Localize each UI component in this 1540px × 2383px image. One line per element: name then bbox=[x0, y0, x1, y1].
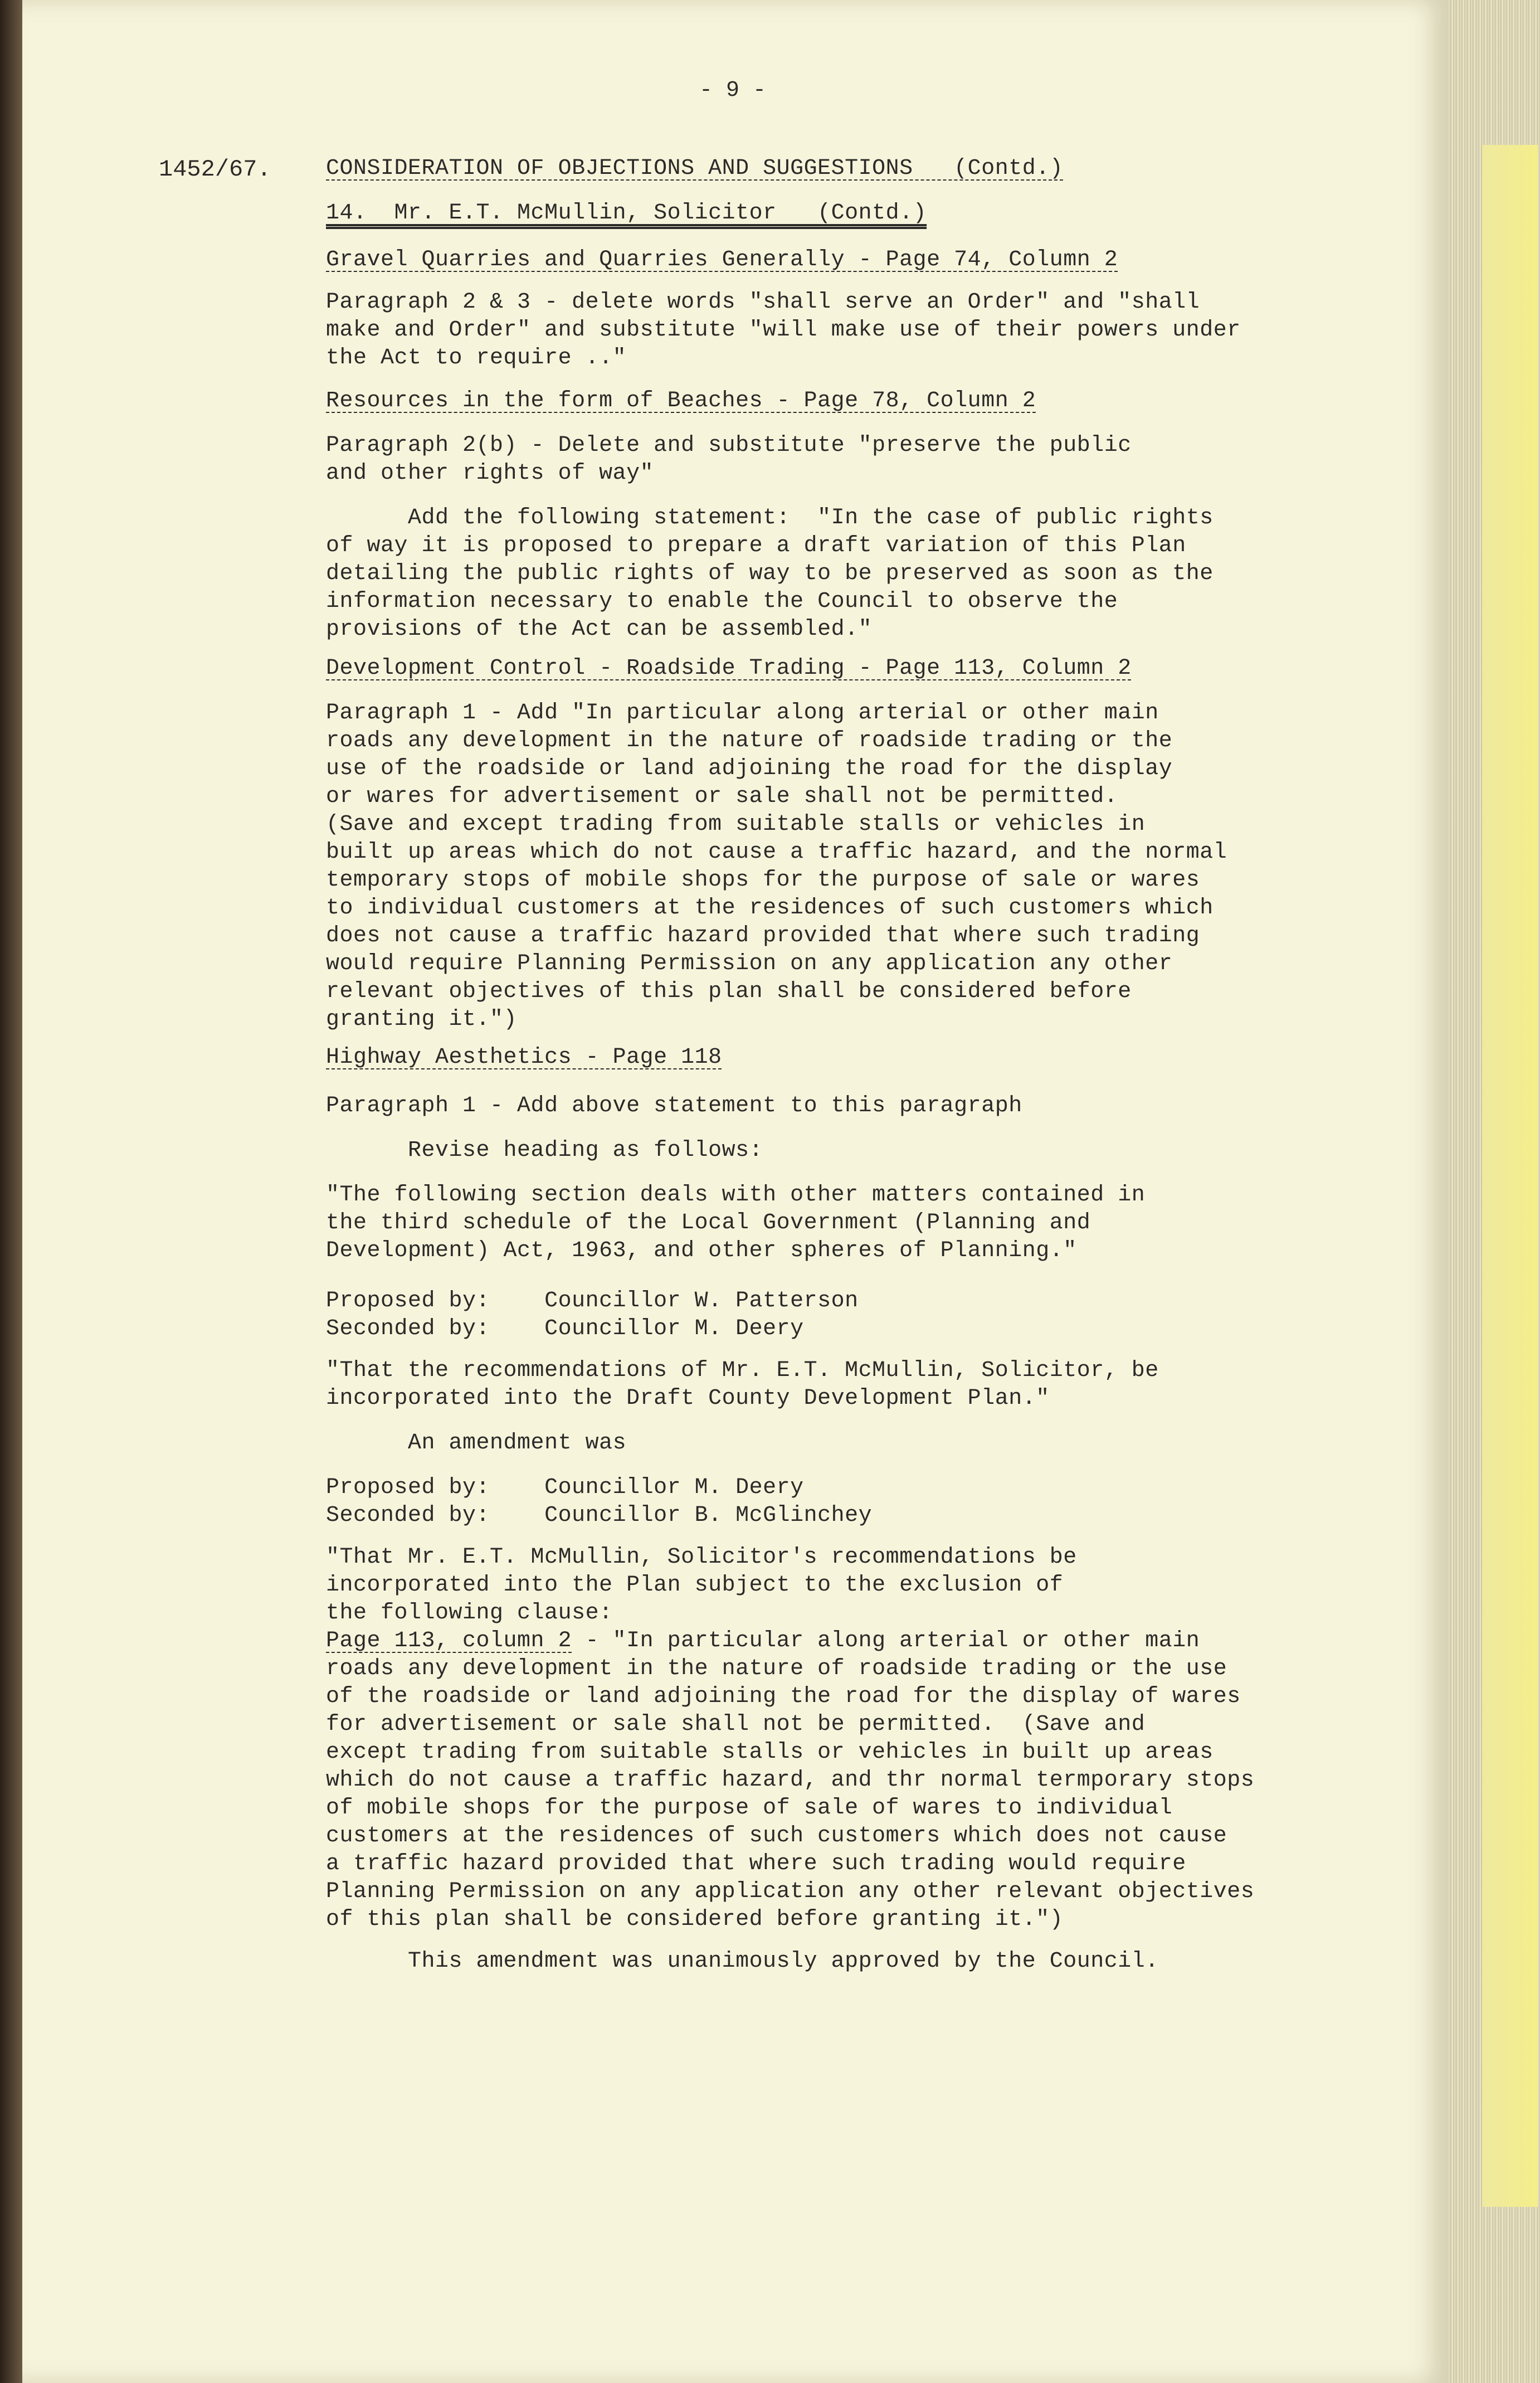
body-line: Revise heading as follows: bbox=[326, 1138, 763, 1163]
body-line: information necessary to enable the Council to observe the bbox=[326, 589, 1118, 614]
body-line: Paragraph 2(b) - Delete and substitute "preserve the public bbox=[326, 433, 1132, 458]
body-line: Paragraph 1 - Add above statement to this paragraph bbox=[326, 1093, 1022, 1118]
seconded-by: Seconded by: Councillor B. McGlinchey bbox=[326, 1503, 873, 1528]
section-title-roadside: Development Control - Roadside Trading - Page 113, Column 2 bbox=[326, 656, 1132, 681]
body-line: "The following section deals with other matters contained in bbox=[326, 1183, 1146, 1208]
body-line: incorporated into the Draft County Development Plan." bbox=[326, 1386, 1050, 1411]
body-line: relevant objectives of this plan shall be considered before bbox=[326, 979, 1132, 1004]
body-line: the third schedule of the Local Government (Planning and bbox=[326, 1210, 1091, 1236]
body-line: Planning Permission on any application any other relevant objectives bbox=[326, 1879, 1255, 1904]
body-line: of way it is proposed to prepare a draft variation of this Plan bbox=[326, 533, 1186, 558]
section-body-aesthetics bbox=[326, 1092, 1022, 1120]
body-line: built up areas which do not cause a traffic hazard, and the normal bbox=[326, 840, 1227, 865]
body-line: Paragraph 1 - Add "In particular along arterial or other main bbox=[326, 701, 1159, 726]
body-line: and other rights of way" bbox=[326, 461, 654, 486]
page-edges bbox=[1449, 0, 1540, 2383]
book-spine bbox=[0, 0, 22, 2383]
body-line: roads any development in the nature of roadside trading or the bbox=[326, 728, 1173, 753]
body-line: Paragraph 2 & 3 - delete words "shall serve an Order" and "shall bbox=[326, 290, 1200, 315]
main-heading: CONSIDERATION OF OBJECTIONS AND SUGGESTIONS (Contd.) bbox=[326, 156, 1064, 181]
seconded-by: Seconded by: Councillor M. Deery bbox=[326, 1316, 804, 1341]
minute-reference: 1452/67. bbox=[159, 156, 271, 183]
body-line: provisions of the Act can be assembled." bbox=[326, 617, 873, 642]
section-title-beaches: Resources in the form of Beaches - Page 78, Column 2 bbox=[326, 388, 1036, 414]
body-line: Add the following statement: "In the case of public rights bbox=[326, 505, 1214, 531]
body-line: the Act to require .." bbox=[326, 346, 627, 371]
subheading bbox=[326, 200, 927, 227]
statement-beaches bbox=[326, 504, 1214, 644]
motion-2 bbox=[326, 1474, 872, 1530]
clause-reference: Page 113, column 2 bbox=[326, 1628, 572, 1653]
section-body-beaches bbox=[326, 432, 1132, 488]
body-line: to individual customers at the residences of such customers which bbox=[326, 896, 1214, 921]
body-line: temporary stops of mobile shops for the purpose of sale or wares bbox=[326, 868, 1200, 893]
body-line: which do not cause a traffic hazard, and thr normal termporary stops bbox=[326, 1768, 1255, 1793]
page-number: - 9 - bbox=[699, 78, 767, 103]
document-page bbox=[22, 0, 1449, 2383]
clause-first-line bbox=[326, 1627, 1254, 1655]
yellow-tab bbox=[1482, 145, 1538, 2207]
body-line: of the roadside or land adjoining the road for the display of wares bbox=[326, 1684, 1241, 1709]
clause-start: - "In particular along arterial or other main bbox=[572, 1628, 1200, 1653]
body-line: "That Mr. E.T. McMullin, Solicitor's recommendations be bbox=[326, 1545, 1077, 1570]
body-line: the following clause: bbox=[326, 1601, 613, 1626]
body-line: or wares for advertisement or sale shall not be permitted. bbox=[326, 784, 1118, 809]
body-line: make and Order" and substitute "will make use of their powers under bbox=[326, 318, 1241, 343]
body-line: except trading from suitable stalls or vehicles in built up areas bbox=[326, 1740, 1214, 1765]
body-line: "That the recommendations of Mr. E.T. McMullin, Solicitor, be bbox=[326, 1358, 1159, 1383]
section-body-gravel bbox=[326, 289, 1241, 372]
proposed-by: Proposed by: Councillor W. Patterson bbox=[326, 1288, 859, 1314]
body-line: does not cause a traffic hazard provided that where such trading bbox=[326, 923, 1200, 949]
body-line: of this plan shall be considered before granting it.") bbox=[326, 1907, 1064, 1932]
motion-2-text bbox=[326, 1544, 1254, 1934]
subheading-text: 14. Mr. E.T. McMullin, Solicitor (Contd.) bbox=[326, 201, 927, 226]
body-line: of mobile shops for the purpose of sale of wares to individual bbox=[326, 1796, 1173, 1821]
body-line: detailing the public rights of way to be preserved as soon as the bbox=[326, 561, 1214, 586]
body-line: a traffic hazard provided that where such trading would require bbox=[326, 1851, 1186, 1876]
amendment-intro: An amendment was bbox=[326, 1431, 627, 1456]
proposed-by: Proposed by: Councillor M. Deery bbox=[326, 1475, 804, 1500]
body-line: would require Planning Permission on any application any other bbox=[326, 951, 1173, 976]
body-line: roads any development in the nature of roadside trading or the use bbox=[326, 1656, 1227, 1681]
revised-heading-text bbox=[326, 1181, 1145, 1265]
body-line: customers at the residences of such customers which does not cause bbox=[326, 1823, 1227, 1849]
section-body-roadside bbox=[326, 699, 1227, 1034]
motion-1-text bbox=[326, 1357, 1159, 1413]
section-title-aesthetics: Highway Aesthetics - Page 118 bbox=[326, 1045, 722, 1070]
body-line: for advertisement or sale shall not be permitted. (Save and bbox=[326, 1712, 1146, 1737]
body-line: Development) Act, 1963, and other spheres of Planning." bbox=[326, 1238, 1077, 1263]
body-line: use of the roadside or land adjoining the road for the display bbox=[326, 756, 1173, 781]
body-line: (Save and except trading from suitable stalls or vehicles in bbox=[326, 812, 1146, 837]
body-line: incorporated into the Plan subject to the exclusion of bbox=[326, 1573, 1064, 1598]
section-title-gravel: Gravel Quarries and Quarries Generally - Page 74, Column 2 bbox=[326, 247, 1118, 273]
revise-heading bbox=[326, 1137, 763, 1165]
motion-1 bbox=[326, 1287, 859, 1343]
closing-statement: This amendment was unanimously approved by the Council. bbox=[326, 1949, 1159, 1974]
body-line: granting it.") bbox=[326, 1007, 518, 1032]
